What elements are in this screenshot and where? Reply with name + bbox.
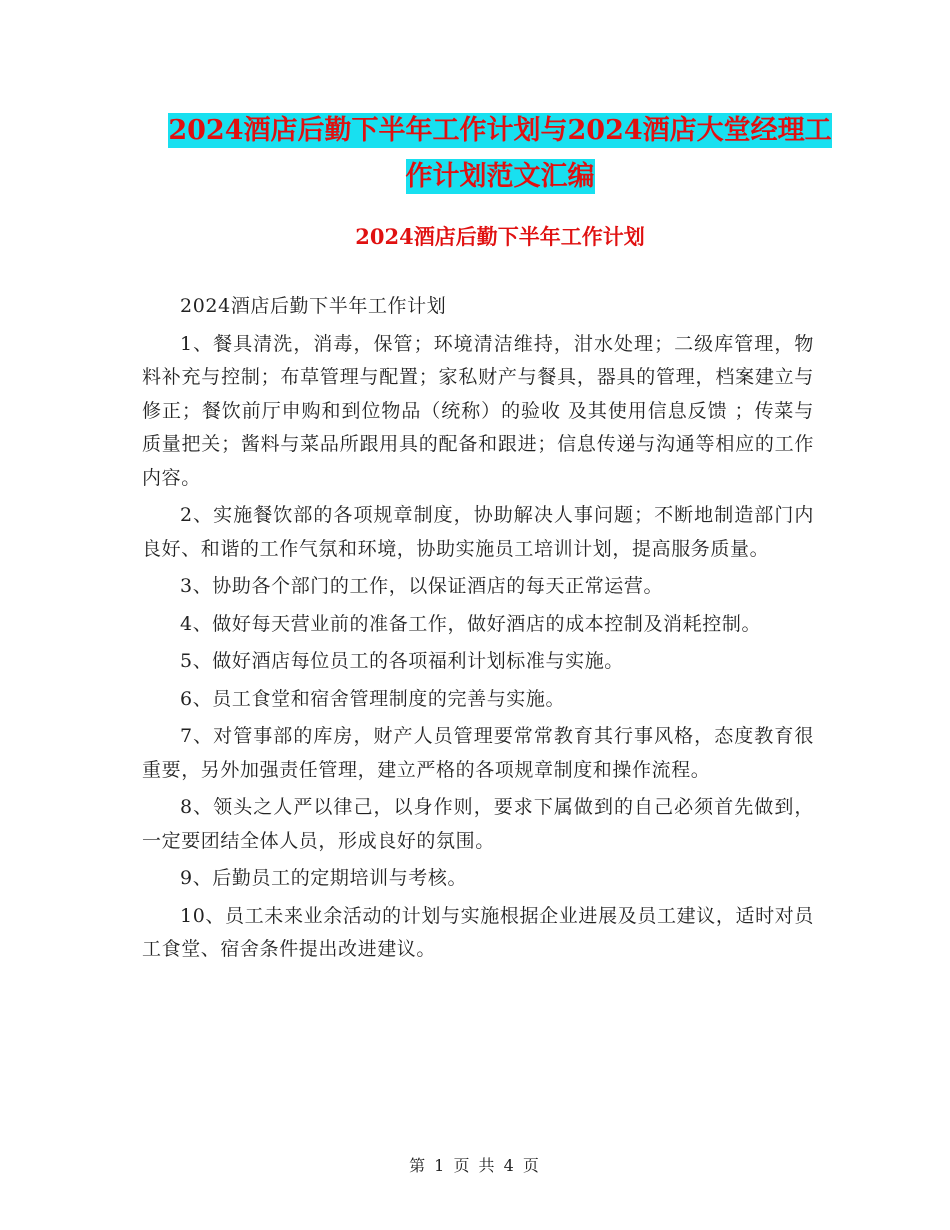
paragraph-item-2: 2、实施餐饮部的各项规章制度，协助解决人事问题；不断地制造部门内良好、和谐的工作气氛和环境，协助实施员工培训计划，提高服务质量。 xyxy=(142,504,814,560)
paragraph-item-4: 4、做好每天营业前的准备工作，做好酒店的成本控制及消耗控制。 xyxy=(180,612,762,635)
document-title xyxy=(140,108,860,200)
document-title-line-1: 2024酒店后勤下半年工作计划与2024酒店大堂经理工 xyxy=(168,115,832,146)
paragraph-item-10: 10、员工未来业余活动的计划与实施根据企业进展及员工建议，适时对员工食堂、宿舍条件提出改进建议。 xyxy=(142,904,814,960)
paragraph-item-1: 1、餐具清洗，消毒，保管；环境清洁维持，泔水处理；二级库管理，物料补充与控制；布草管理与配置；家私财产与餐具，器具的管理，档案建立与修正；餐饮前厅申购和到位物品（统称）的验收 及其使用信息反馈 ；传菜与质量把关；酱料与菜品所跟用具的配备和跟进；信息传递与沟通等相应的工作内容。 xyxy=(142,332,814,489)
paragraph-item-9: 9、后勤员工的定期培训与考核。 xyxy=(180,867,468,889)
paragraph-item-5: 5、做好酒店每位员工的各项福利计划标准与实施。 xyxy=(180,650,624,672)
paragraph-item-3: 3、协助各个部门的工作，以保证酒店的每天正常运营。 xyxy=(180,575,664,597)
paragraph-item-8: 8、领头之人严以律己，以身作则，要求下属做到的自己必须首先做到，一定要团结全体人员，形成良好的氛围。 xyxy=(142,796,814,852)
paragraph-intro: 2024酒店后勤下半年工作计划 xyxy=(180,295,447,317)
paragraph-item-7: 7、对管事部的库房，财产人员管理要常常教育其行事风格，态度教育很重要，另外加强责任管理，建立严格的各项规章制度和操作流程。 xyxy=(142,725,814,781)
page-footer: 第 1 页 共 4 页 xyxy=(409,1156,541,1175)
paragraph-item-6: 6、员工食堂和宿舍管理制度的完善与实施。 xyxy=(180,687,566,710)
document-title-line-2: 作计划范文汇编 xyxy=(405,161,595,192)
document-body xyxy=(142,290,814,971)
section-heading: 2024酒店后勤下半年工作计划 xyxy=(355,224,645,249)
